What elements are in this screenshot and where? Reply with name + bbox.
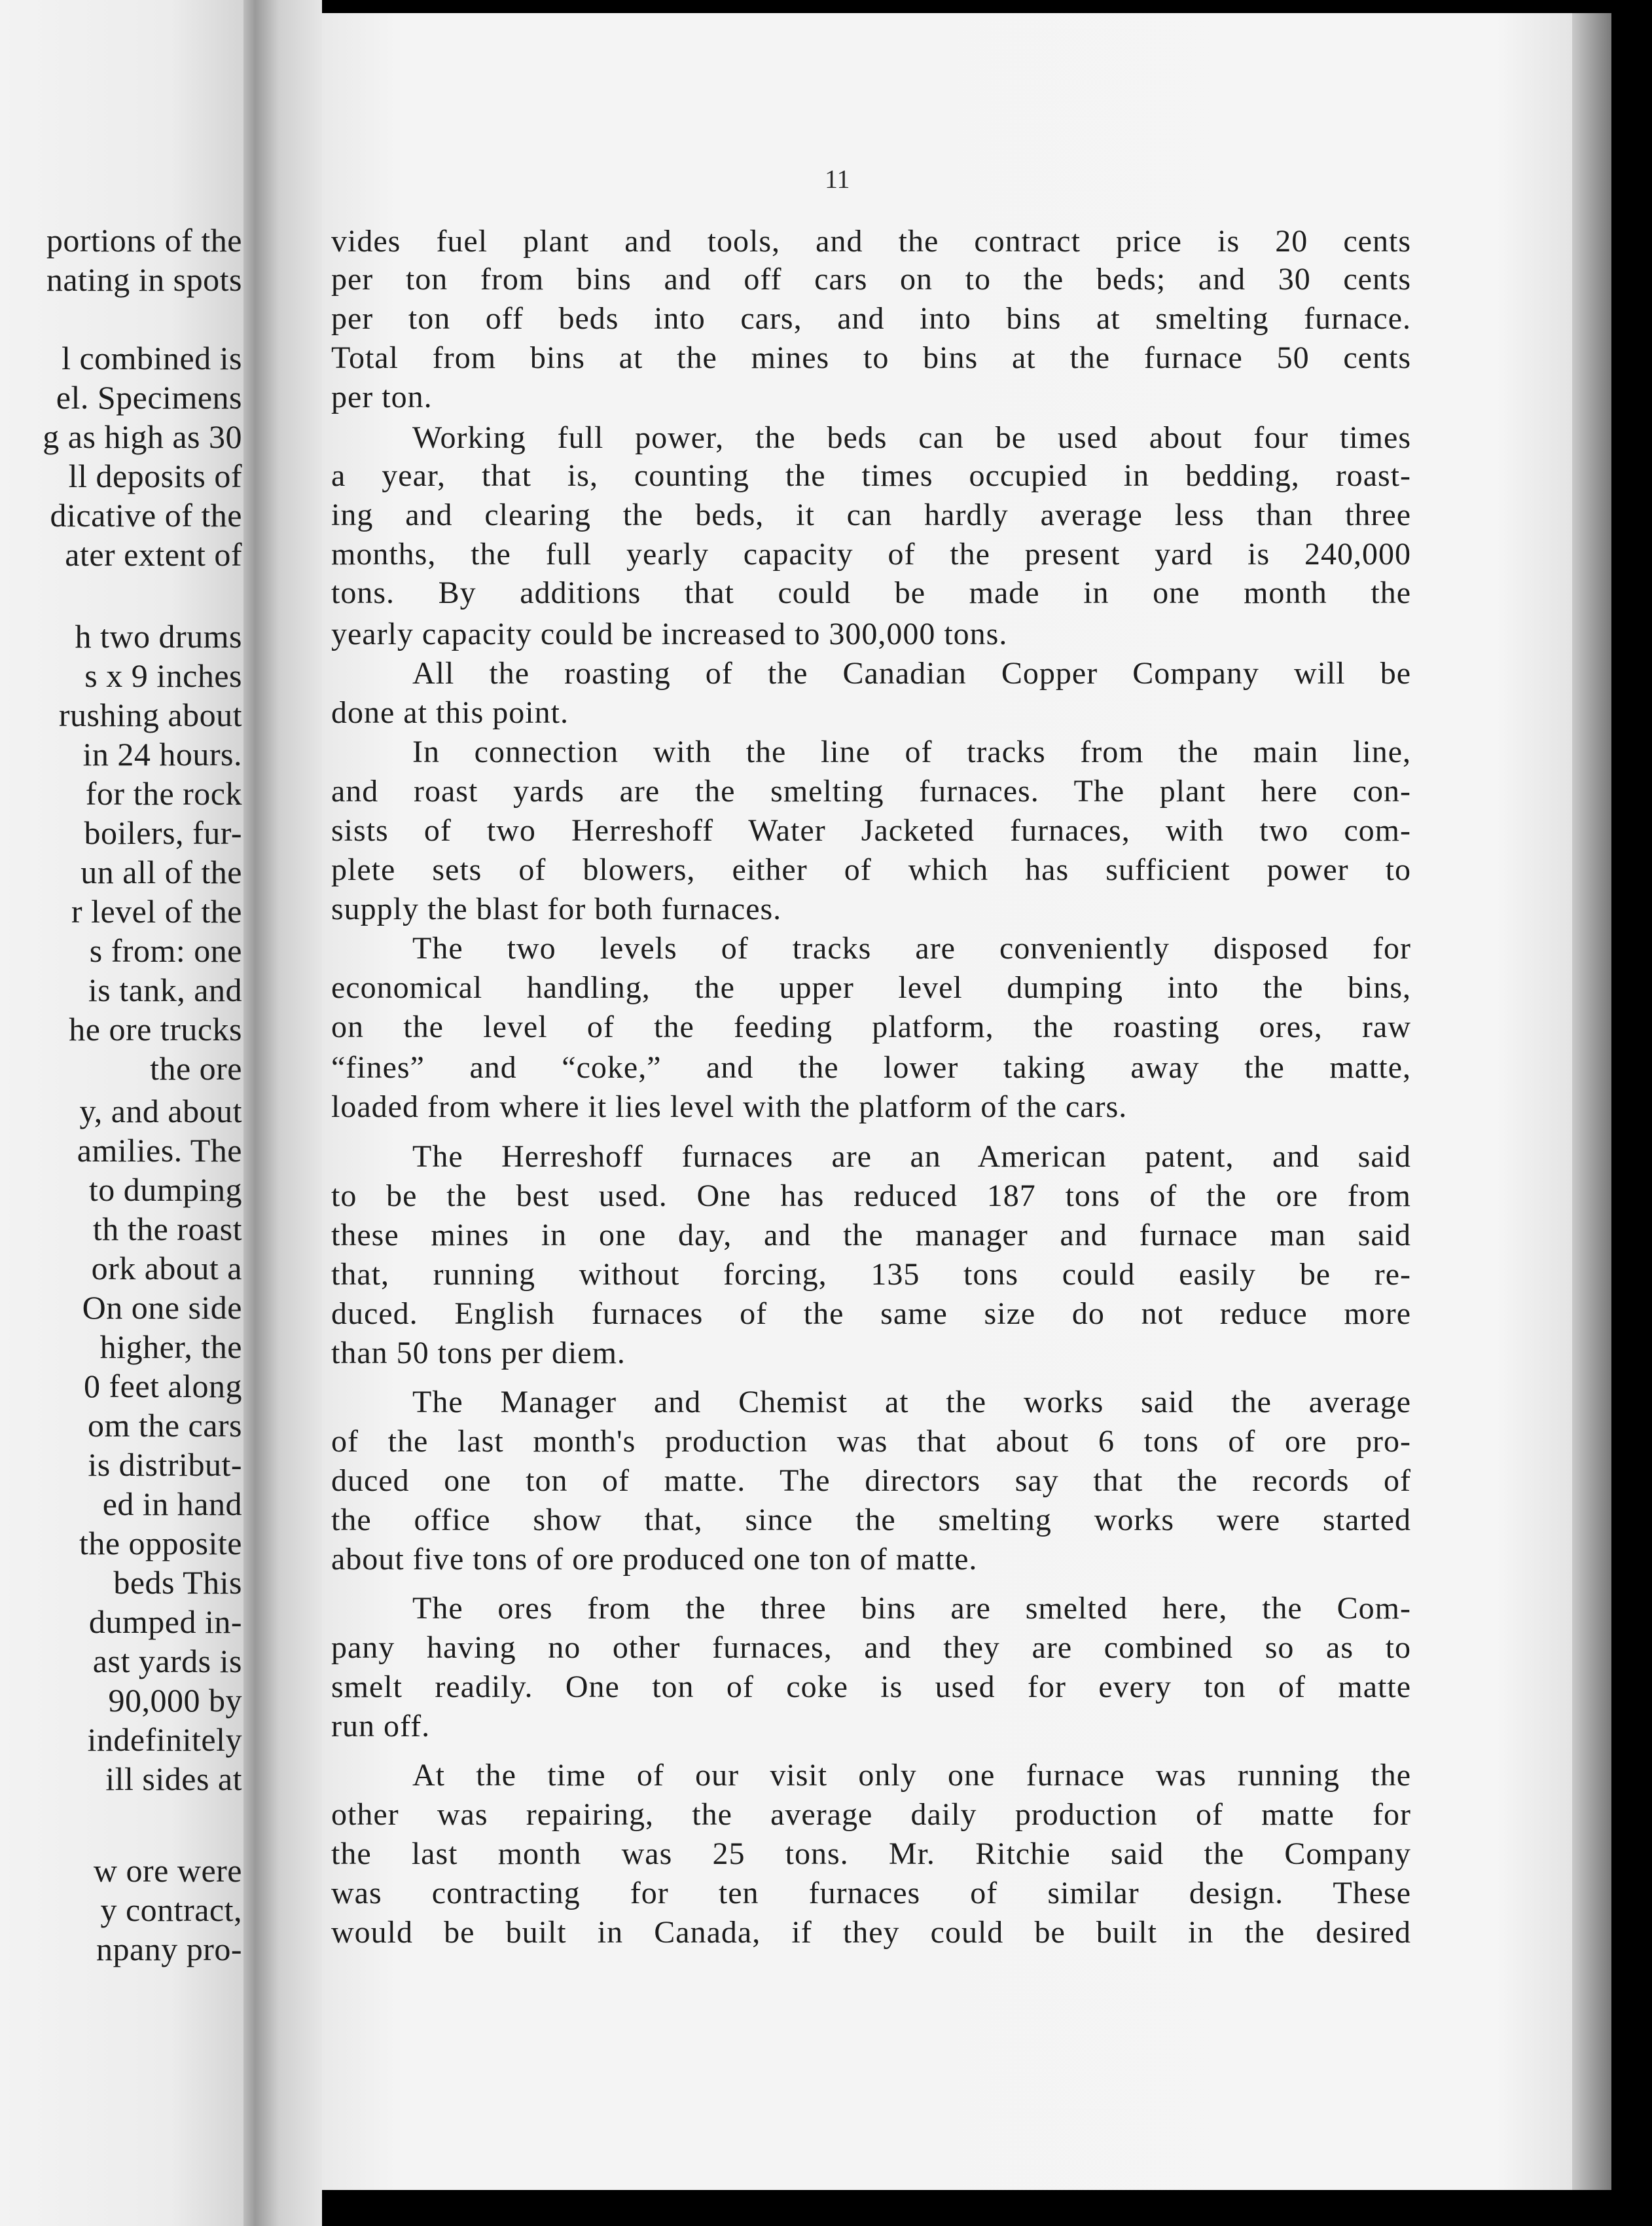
left-page-line: he ore trucks <box>69 1011 242 1048</box>
page-number: 11 <box>825 164 850 194</box>
text-line: All the roasting of the Canadian Copper Company will be <box>412 656 1411 691</box>
text-line: the office show that, since the smelting works were started <box>331 1503 1411 1537</box>
left-page-line: s x 9 inches <box>84 657 242 694</box>
text-line: In connection with the line of tracks from the main line, <box>412 735 1411 769</box>
text-line: The Manager and Chemist at the works said the average <box>412 1385 1411 1419</box>
left-page-line: for the rock <box>85 775 242 812</box>
left-page-line: h two drums <box>75 618 242 655</box>
text-line: was contracting for ten furnaces of similar design. These <box>331 1876 1411 1910</box>
left-page-line: l combined is <box>62 340 242 376</box>
text-line: per ton off beds into cars, and into bins at smelting furnace. <box>331 301 1411 336</box>
text-line: on the level of the feeding platform, the roasting ores, raw <box>331 1010 1411 1044</box>
left-page-line: the opposite <box>79 1525 242 1561</box>
text-line: vides fuel plant and tools, and the contract price is 20 cents <box>331 224 1411 259</box>
left-page-line: un all of the <box>81 854 242 890</box>
text-line: the last month was 25 tons. Mr. Ritchie said the Company <box>331 1836 1411 1871</box>
left-page-line: w ore were <box>93 1852 242 1889</box>
left-page-line: ll deposits of <box>68 458 242 494</box>
left-page-line: ed in hand <box>102 1486 242 1522</box>
text-line: duced. English furnaces of the same size do not reduce more <box>331 1296 1411 1331</box>
left-page-line: npany pro- <box>96 1931 242 1967</box>
text-line: economical handling, the upper level dumping into the bins, <box>331 970 1411 1005</box>
left-page-line: dumped in- <box>88 1603 242 1640</box>
left-page-line: r level of the <box>71 893 242 930</box>
text-line: ing and clearing the beds, it can hardly average less than three <box>331 498 1411 532</box>
text-line: pany having no other furnaces, and they are combined so as to <box>331 1630 1411 1665</box>
text-line: months, the full yearly capacity of the present yard is 240,000 <box>331 537 1411 572</box>
text-line: loaded from where it lies level with the platform of the cars. <box>331 1089 1128 1124</box>
left-page <box>0 0 243 2226</box>
text-line: duced one ton of matte. The directors say that the records of <box>331 1463 1411 1498</box>
left-page-line: boilers, fur- <box>84 814 242 851</box>
text-line: yearly capacity could be increased to 300,000 tons. <box>331 617 1008 651</box>
book-gutter <box>243 0 322 2226</box>
text-line: done at this point. <box>331 695 569 730</box>
text-line: per ton. <box>331 380 433 414</box>
text-line: run off. <box>331 1709 431 1743</box>
text-line: tons. By additions that could be made in one month the <box>331 575 1411 610</box>
text-line: that, running without forcing, 135 tons could easily be re- <box>331 1257 1411 1292</box>
left-page-line: rushing about <box>58 697 242 733</box>
text-line: a year, that is, counting the times occupied in bedding, roast- <box>331 458 1411 493</box>
text-line: would be built in Canada, if they could be built in the desired <box>331 1915 1411 1950</box>
left-page-line: portions of the <box>46 222 242 259</box>
text-line: about five tons of ore produced one ton of matte. <box>331 1542 978 1577</box>
text-line: The Herreshoff furnaces are an American patent, and said <box>412 1139 1411 1174</box>
left-page-line: ill sides at <box>105 1761 242 1797</box>
left-page-line: the ore <box>150 1050 242 1087</box>
left-page-line: is tank, and <box>88 972 242 1008</box>
left-page-line: nating in spots <box>46 261 242 298</box>
text-line: plete sets of blowers, either of which has sufficient power to <box>331 852 1411 887</box>
text-line: Total from bins at the mines to bins at the furnace 50 cents <box>331 340 1411 375</box>
text-line: Working full power, the beds can be used about four times <box>412 420 1411 455</box>
text-line: supply the blast for both furnaces. <box>331 892 782 926</box>
text-line: other was repairing, the average daily production of matte for <box>331 1797 1411 1832</box>
left-page-line: th the roast <box>92 1211 242 1247</box>
text-line: than 50 tons per diem. <box>331 1336 626 1370</box>
text-line: per ton from bins and off cars on to the beds; and 30 cents <box>331 262 1411 297</box>
text-line: and roast yards are the smelting furnaces. The plant here con- <box>331 774 1411 809</box>
left-page-line: in 24 hours. <box>82 736 242 773</box>
left-page-line: dicative of the <box>50 497 242 534</box>
left-page-line: y, and about <box>79 1093 242 1129</box>
left-page-line: el. Specimens <box>56 379 242 416</box>
left-page-line: g as high as 30 <box>43 418 242 455</box>
left-page-line: higher, the <box>99 1328 242 1365</box>
left-page-line: ater extent of <box>65 536 242 573</box>
left-page-line: om the cars <box>88 1407 242 1444</box>
left-page-line: s from: one <box>89 932 242 969</box>
left-page-line: is distribut- <box>88 1446 242 1483</box>
left-page-line: indefinitely <box>87 1721 242 1758</box>
left-page-line: ork about a <box>91 1250 242 1286</box>
left-page-line: 0 feet along <box>83 1368 242 1404</box>
left-page-line: beds This <box>113 1564 242 1601</box>
left-page-line: On one side <box>82 1289 242 1326</box>
text-line: these mines in one day, and the manager and furnace man said <box>331 1218 1411 1252</box>
left-page-line: amilies. The <box>77 1132 242 1169</box>
text-line: to be the best used. One has reduced 187 tons of the ore from <box>331 1178 1411 1213</box>
text-line: of the last month's production was that about 6 tons of ore pro- <box>331 1424 1411 1459</box>
left-page-line: ast yards is <box>92 1643 242 1679</box>
text-line: “fines” and “coke,” and the lower taking away the matte, <box>331 1050 1411 1085</box>
text-line: smelt readily. One ton of coke is used for every ton of matte <box>331 1670 1411 1704</box>
text-line: The ores from the three bins are smelted here, the Com- <box>412 1591 1411 1626</box>
left-page-line: y contract, <box>100 1891 242 1928</box>
left-page-line: 90,000 by <box>108 1682 242 1719</box>
text-line: The two levels of tracks are conveniently disposed for <box>412 931 1411 966</box>
page-edge-shadow <box>1572 13 1611 2190</box>
text-line: sists of two Herreshoff Water Jacketed furnaces, with two com- <box>331 813 1411 848</box>
left-page-line: to dumping <box>88 1171 242 1208</box>
text-line: At the time of our visit only one furnace was running the <box>412 1758 1411 1793</box>
